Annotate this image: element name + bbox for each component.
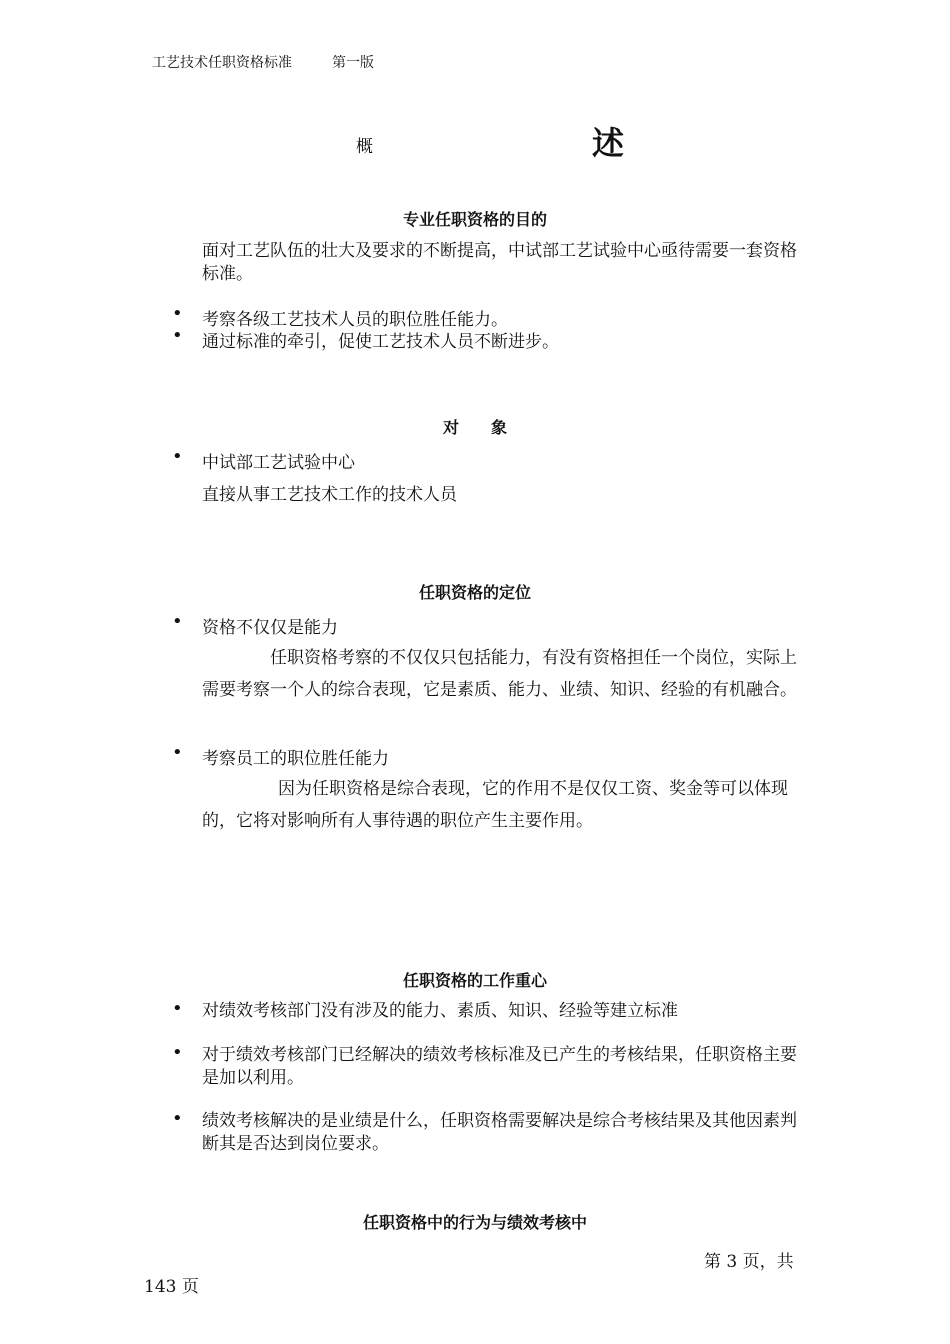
focus-bullet-1: 对绩效考核部门没有涉及的能力、素质、知识、经验等建立标准: [202, 1001, 678, 1021]
page-title-left: 概: [356, 137, 373, 157]
section-heading-positioning: 任职资格的定位: [418, 583, 531, 602]
section-heading-purpose: 专业任职资格的目的: [402, 210, 547, 229]
target-sub: 直接从事工艺技术工作的技术人员: [202, 485, 457, 505]
section-heading-behavior: 任职资格中的行为与绩效考核中: [362, 1213, 587, 1232]
positioning-bullet-1: 资格不仅仅是能力: [202, 618, 338, 638]
bullet-icon: •: [172, 998, 183, 1019]
purpose-intro: 面对工艺队伍的壮大及要求的不断提高，中试部工艺试验中心亟待需要一套资格标准。: [202, 241, 797, 284]
bullet-icon: •: [172, 1108, 183, 1129]
purpose-bullet-1: 考察各级工艺技术人员的职位胜任能力。: [202, 310, 508, 330]
bullet-icon: •: [172, 325, 183, 346]
bullet-icon: •: [172, 446, 183, 467]
positioning-para-1: 任职资格考察的不仅仅只包括能力，有没有资格担任一个岗位，实际上需要考察一个人的综合表现，它是素质、能力、业绩、知识、经验的有机融合。: [202, 648, 797, 700]
header-doc-title: 工艺技术任职资格标准: [152, 55, 292, 71]
bullet-icon: •: [172, 742, 183, 763]
positioning-para-2: 因为任职资格是综合表现，它的作用不是仅仅工资、奖金等可以体现的，它将对影响所有人事待遇的职位产生主要作用。: [202, 779, 788, 831]
page-title-right: 述: [592, 124, 625, 162]
bullet-icon: •: [172, 1042, 183, 1063]
bullet-icon: •: [172, 611, 183, 632]
section-heading-focus: 任职资格的工作重心: [402, 971, 547, 990]
footer-total-pages: 143 页: [144, 1277, 199, 1297]
purpose-bullet-2: 通过标准的牵引，促使工艺技术人员不断进步。: [202, 332, 559, 352]
section-heading-target: 对 象: [442, 418, 507, 437]
focus-bullet-3: 绩效考核解决的是业绩是什么，任职资格需要解决是综合考核结果及其他因素判断其是否达到岗位要求。: [202, 1111, 797, 1154]
positioning-bullet-2: 考察员工的职位胜任能力: [202, 749, 389, 769]
focus-bullet-2: 对于绩效考核部门已经解决的绩效考核标准及已产生的考核结果，任职资格主要是加以利用。: [202, 1045, 797, 1088]
header-edition: 第一版: [332, 55, 374, 71]
target-bullet: 中试部工艺试验中心: [202, 453, 355, 473]
footer-page-of: 第 3 页，共: [704, 1252, 794, 1272]
bullet-icon: •: [172, 303, 183, 324]
